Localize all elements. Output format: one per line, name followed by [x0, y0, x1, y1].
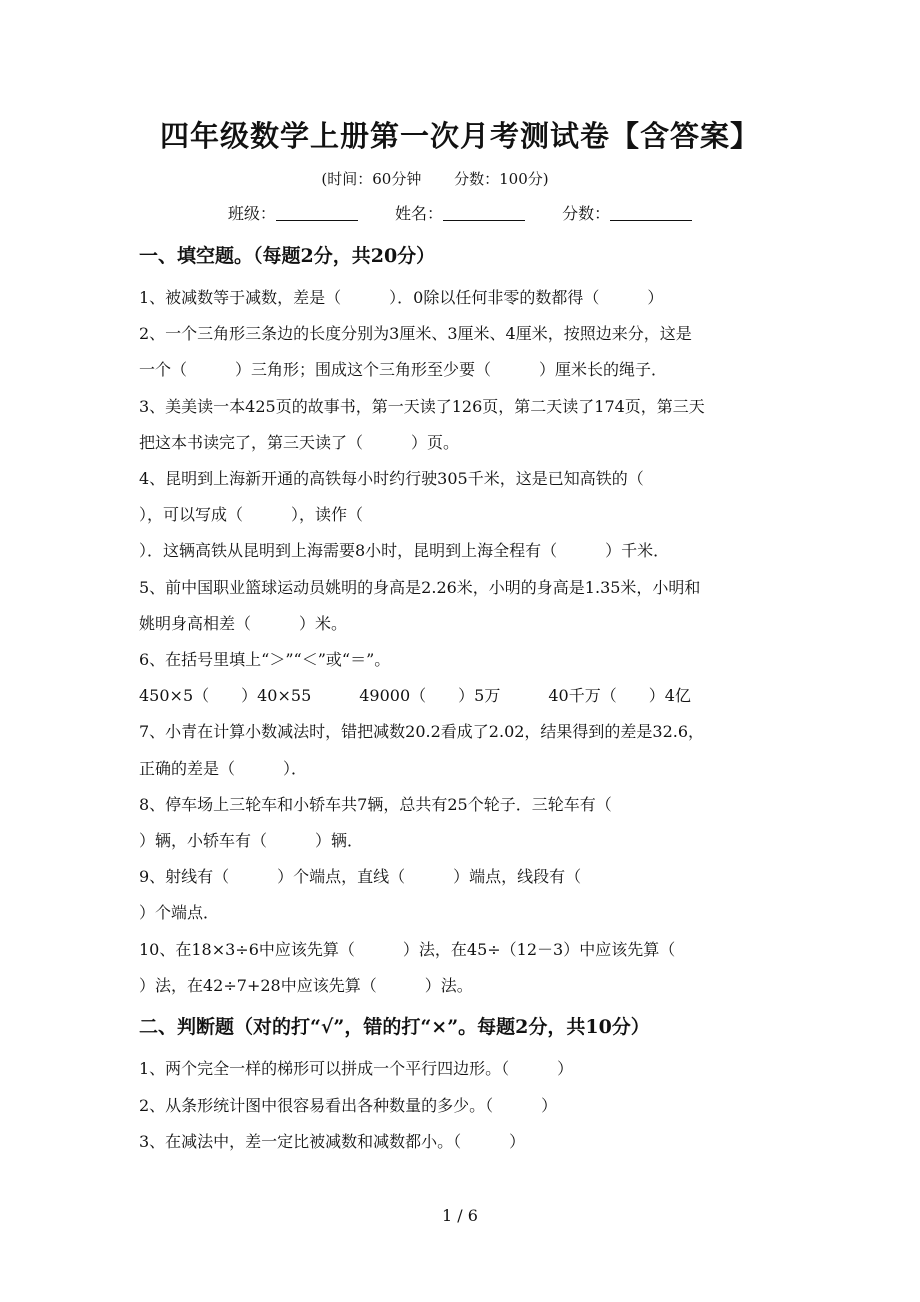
- question-line: 6、在括号里填上“＞”“＜”或“＝”。: [139, 650, 391, 669]
- name-blank[interactable]: [443, 204, 525, 221]
- question-line: 正确的差是（ ）．: [139, 759, 308, 778]
- time-info: (时间：60分钟: [321, 170, 422, 188]
- question-line: ）法，在42÷7+28中应该先算（ ）法。: [139, 976, 473, 995]
- question-line: 1、被减数等于减数，差是（ ）．0除以任何非零的数都得（ ）: [139, 288, 664, 307]
- question-line: 9、射线有（ ）个端点，直线（ ）端点，线段有（: [139, 867, 582, 886]
- question-line: 3、美美读一本425页的故事书，第一天读了126页，第二天读了174页，第三天: [139, 397, 705, 416]
- score-info: 分数：100分): [454, 170, 549, 188]
- question-line: ）辆，小轿车有（ ）辆．: [139, 831, 364, 850]
- question-line: 10、在18×3÷6中应该先算（ ）法，在45÷（12－3）中应该先算（: [139, 940, 676, 959]
- section1-heading: 一、填空题。（每题2分，共20分）: [139, 245, 436, 267]
- judgment-line: 2、从条形统计图中很容易看出各种数量的多少。（ ）: [139, 1096, 558, 1115]
- question-line: 一个（ ）三角形；围成这个三角形至少要（ ）厘米长的绳子．: [139, 360, 668, 379]
- question-line: ）个端点．: [139, 903, 220, 922]
- page-title: 四年级数学上册第一次月考测试卷【含答案】: [159, 119, 760, 153]
- class-label: 班级：: [227, 204, 276, 223]
- question-line: 姚明身高相差（ ）米。: [139, 614, 348, 633]
- time-score-line: [0, 168, 870, 190]
- class-field: [228, 203, 358, 225]
- judgment-line: 3、在减法中，差一定比被减数和减数都小。（ ）: [139, 1132, 526, 1151]
- question-line: 8、停车场上三轮车和小轿车共7辆，总共有25个轮子．三轮车有（: [139, 795, 612, 814]
- score-label: 分数：: [562, 204, 611, 223]
- section2-heading: 二、判断题（对的打“√”，错的打“×”。每题2分，共10分）: [139, 1016, 650, 1038]
- question-line: 5、前中国职业篮球运动员姚明的身高是2.26米，小明的身高是1.35米，小明和: [139, 578, 701, 597]
- score-field: [562, 203, 692, 225]
- score-blank[interactable]: [610, 204, 692, 221]
- name-label: 姓名：: [394, 204, 443, 223]
- question-line: ）．这辆高铁从昆明到上海需要8小时，昆明到上海全程有（ ）千米．: [139, 541, 670, 560]
- question-line: 4、昆明到上海新开通的高铁每小时约行驶305千米，这是已知高铁的（: [139, 469, 644, 488]
- judgment-line: 1、两个完全一样的梯形可以拼成一个平行四边形。（ ）: [139, 1059, 574, 1078]
- page-number: 1 / 6: [442, 1206, 478, 1225]
- question-line: 把这本书读完了，第三天读了（ ）页。: [139, 433, 460, 452]
- question-line: 2、一个三角形三条边的长度分别为3厘米、3厘米、4厘米，按照边来分，这是: [139, 324, 692, 343]
- class-blank[interactable]: [276, 204, 358, 221]
- student-info-line: [0, 203, 920, 225]
- name-field: [395, 203, 525, 225]
- question-line: ），可以写成（ ），读作（: [139, 505, 364, 524]
- question-line: 450×5（ ）40×55 49000（ ）5万 40千万（ ）4亿: [139, 686, 691, 705]
- question-line: 7、小青在计算小数减法时，错把减数20.2看成了2.02，结果得到的差是32.6，: [139, 722, 705, 741]
